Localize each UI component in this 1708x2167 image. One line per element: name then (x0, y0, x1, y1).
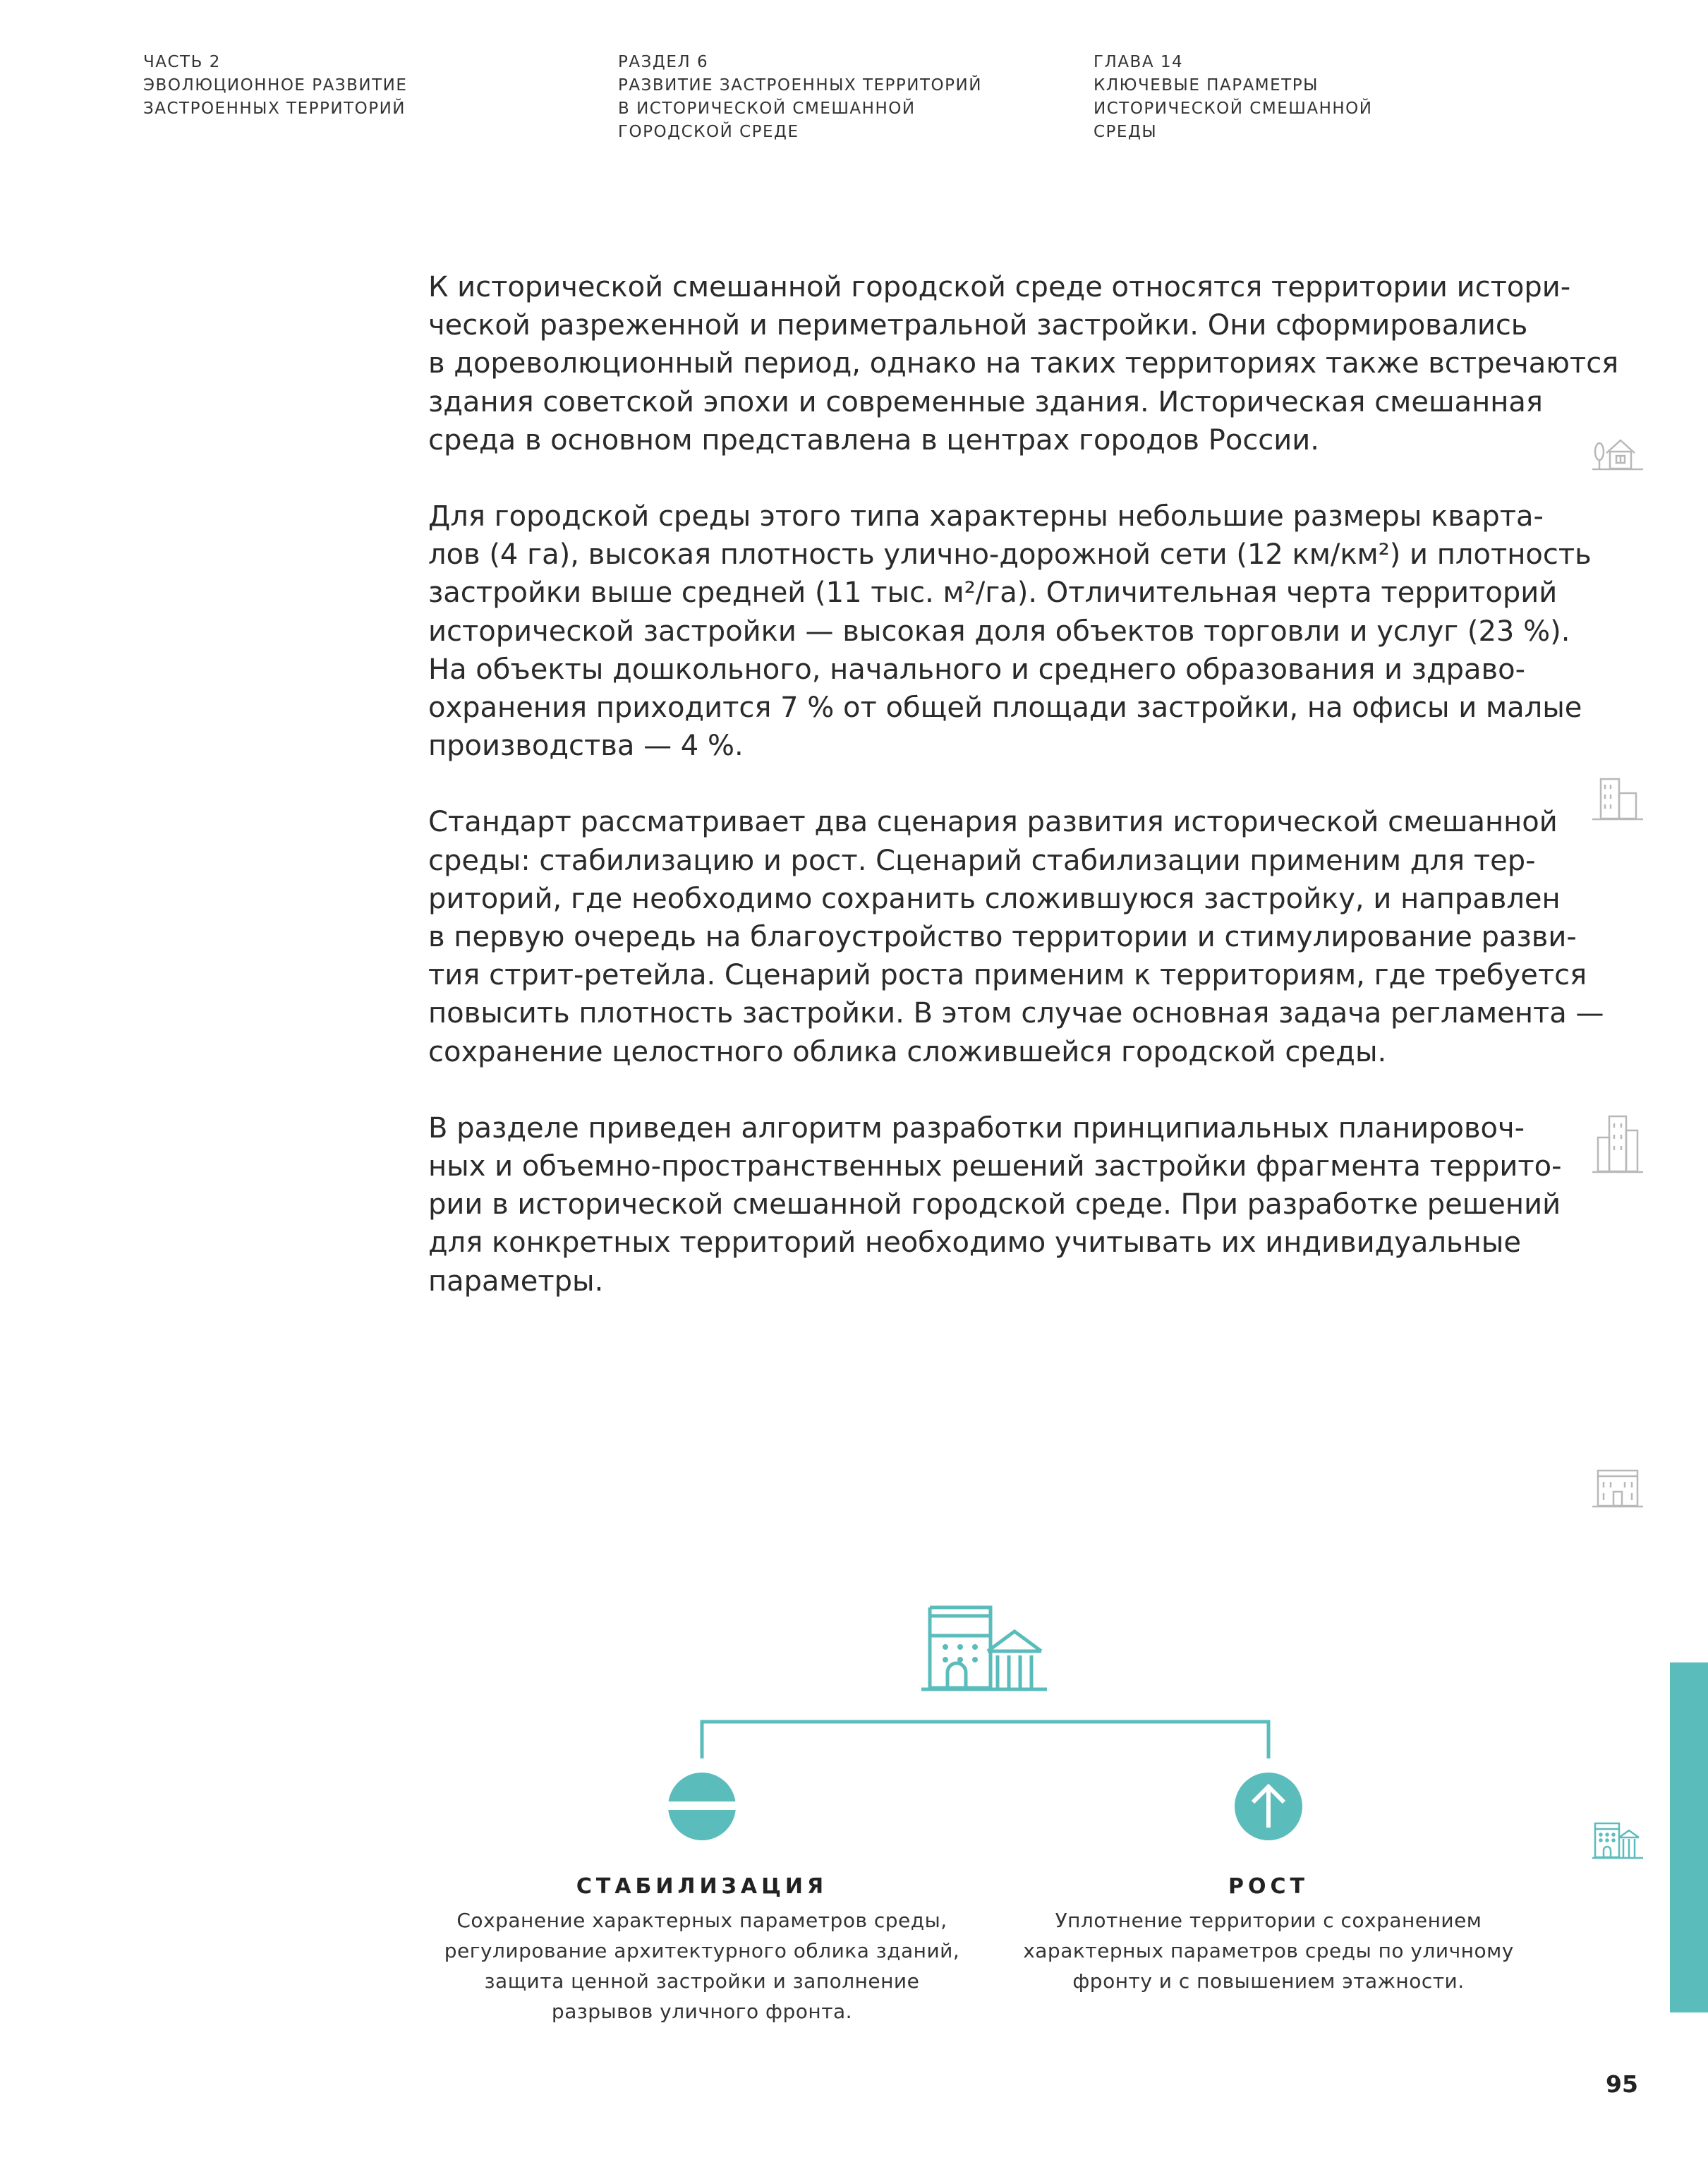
header-part-line: ЭВОЛЮЦИОННОЕ РАЗВИТИЕ (143, 76, 408, 95)
historic-buildings-icon (921, 1607, 1047, 1689)
block-building-icon[interactable] (1591, 1466, 1645, 1509)
text-line: К исторической смешанной городской среде относятся территории истори- (428, 271, 1571, 303)
text-line: исторической застройки — высокая доля объектов торговли и услуг (23 %). (428, 615, 1570, 648)
header-section-line: РАЗВИТИЕ ЗАСТРОЕННЫХ ТЕРРИТОРИЙ (618, 76, 982, 95)
header-chapter-line: ИСТОРИЧЕСКОЙ СМЕШАННОЙ (1094, 99, 1373, 118)
header-chapter (1094, 51, 1372, 144)
text-line: риторий, где необходимо сохранить сложившуюся застройку, и направлен (428, 882, 1561, 915)
branch-connector (702, 1722, 1268, 1758)
growth-arrow-icon (1235, 1773, 1302, 1840)
section-indicator-bar (1670, 1662, 1708, 2012)
header-part-line: ЗАСТРОЕННЫХ ТЕРРИТОРИЙ (143, 99, 406, 118)
text-line: тия стрит-ретейла. Сценарий роста применим к территориям, где требуется (428, 959, 1587, 992)
description-line: фронту и с повышением этажности. (1072, 1969, 1465, 1993)
header-section (618, 51, 982, 144)
mid-rise-buildings-icon[interactable] (1591, 775, 1645, 821)
stabilization-description (420, 1905, 984, 2027)
description-line: Уплотнение территории с сохранением (1055, 1909, 1482, 1932)
header-chapter-line: ГЛАВА 14 (1094, 53, 1184, 71)
text-line: параметры. (428, 1264, 604, 1298)
text-line: среды: стабилизацию и рост. Сценарий стабилизации применим для тер- (428, 844, 1536, 877)
text-line: ных и объемно-пространственных решений застройки фрагмента террито- (428, 1150, 1562, 1183)
paragraph (428, 268, 1619, 459)
text-line: охранения приходится 7 % от общей площади застройки, на офисы и малые (428, 692, 1582, 725)
text-line: в дореволюционный период, однако на таких территориях также встречаются (428, 347, 1619, 380)
historic-mixed-buildings-icon[interactable] (1591, 1818, 1645, 1860)
text-line: сохранение целостного облика сложившейся городской среды. (428, 1035, 1387, 1068)
text-line: рии в исторической смешанной городской среде. При разработке решений (428, 1188, 1561, 1221)
building-windows (943, 1644, 978, 1662)
text-line: ческой разреженной и периметральной застройки. Они сформировались (428, 309, 1528, 342)
paragraph (428, 497, 1592, 765)
text-line: для конкретных территорий необходимо учитывать их индивидуальные (428, 1226, 1521, 1260)
low-rise-house-icon[interactable] (1591, 429, 1645, 471)
header-part-line: ЧАСТЬ 2 (143, 53, 221, 71)
text-line: Для городской среды этого типа характерны небольшие размеры кварта- (428, 500, 1544, 533)
header-chapter-line: КЛЮЧЕВЫЕ ПАРАМЕТРЫ (1094, 76, 1319, 95)
text-line: На объекты дошкольного, начального и среднего образования и здраво- (428, 653, 1526, 686)
high-rise-buildings-icon[interactable] (1591, 1113, 1645, 1174)
text-line: Стандарт рассматривает два сценария развития исторической смешанной (428, 806, 1558, 839)
text-line: здания советской эпохи и современные здания. Историческая смешанная (428, 385, 1543, 418)
paragraph (428, 803, 1604, 1070)
body-text (428, 268, 1619, 1339)
text-line: производства — 4 %. (428, 730, 744, 763)
stabilization-title: СТАБИЛИЗАЦИЯ (576, 1874, 828, 1899)
description-line: Сохранение характерных параметров среды, (456, 1909, 947, 1932)
text-line: в первую очередь на благоустройство территории и стимулирование разви- (428, 921, 1577, 954)
growth-title: РОСТ (1228, 1874, 1309, 1899)
growth-description (986, 1905, 1551, 1996)
paragraph (428, 1109, 1562, 1300)
text-line: лов (4 га), высокая плотность улично-дорожной сети (12 км/км²) и плотность (428, 538, 1592, 572)
description-line: характерных параметров среды по уличному (1023, 1939, 1514, 1962)
text-line: застройки выше средней (11 тыс. м²/га). Отличительная черта территорий (428, 577, 1558, 610)
stabilization-icon (665, 1773, 739, 1840)
description-line: защита ценной застройки и заполнение (484, 1969, 920, 1993)
text-line: В разделе приведен алгоритм разработки принципиальных планировоч- (428, 1111, 1525, 1145)
text-line: повысить плотность застройки. В этом случае основная задача регламента — (428, 997, 1604, 1030)
header-section-line: В ИСТОРИЧЕСКОЙ СМЕШАННОЙ (618, 99, 916, 118)
header-part (143, 51, 407, 121)
header-chapter-line: СРЕДЫ (1094, 123, 1158, 141)
page-number: 95 (1606, 2070, 1638, 2098)
header-section-line: ГОРОДСКОЙ СРЕДЕ (618, 123, 799, 141)
header-section-line: РАЗДЕЛ 6 (618, 53, 709, 71)
description-line: разрывов уличного фронта. (551, 2000, 853, 2023)
description-line: регулирование архитектурного облика зданий, (444, 1939, 960, 1962)
text-line: среда в основном представлена в центрах городов России. (428, 423, 1320, 457)
